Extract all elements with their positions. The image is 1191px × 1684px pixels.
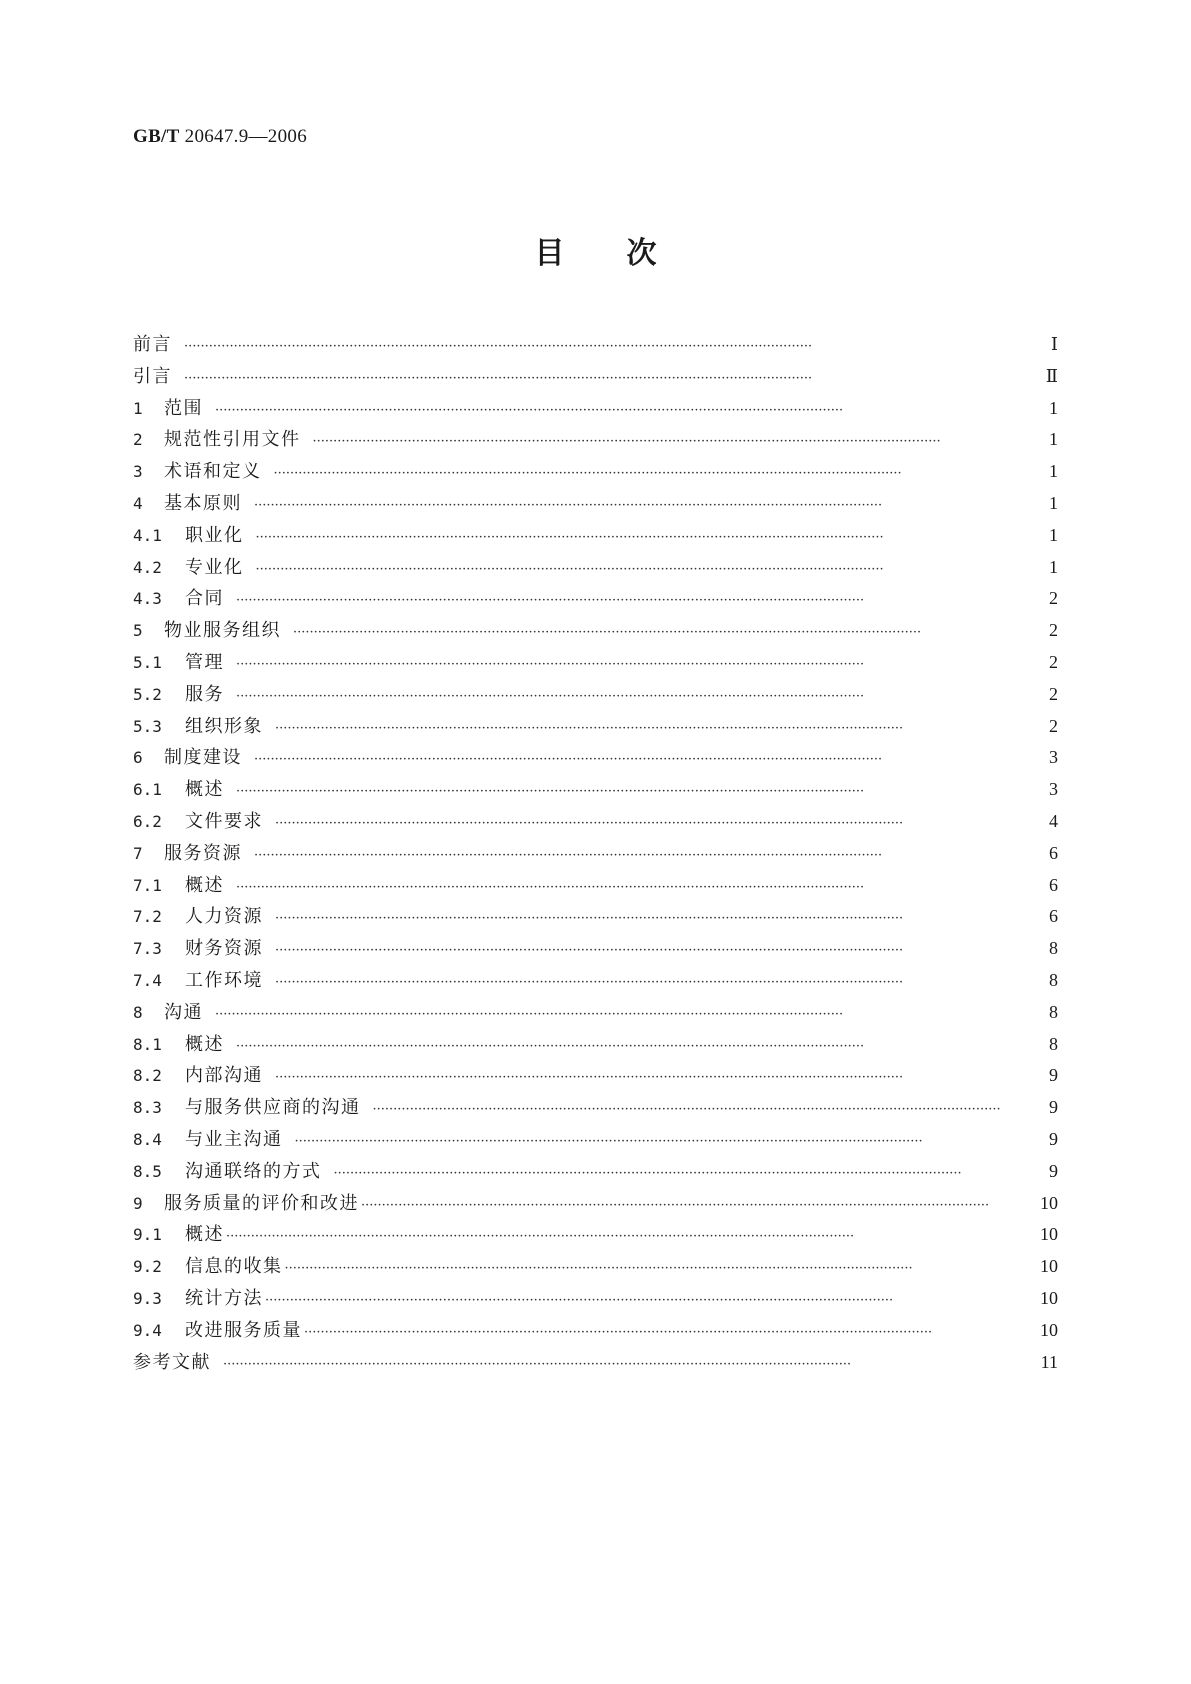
toc-leader-dots (256, 562, 1037, 577)
toc-entry[interactable] (133, 807, 1058, 839)
toc-entry-number: 8.2 (133, 1066, 162, 1086)
toc-entry-number: 7.2 (133, 907, 162, 927)
toc-entry-label: 范围 (164, 397, 203, 419)
toc-entry-number: 7.4 (133, 970, 162, 990)
toc-entry-page: 2 (1049, 715, 1058, 736)
toc-entry-number: 9.2 (133, 1257, 162, 1277)
toc-entry-label: 工作环境 (185, 969, 263, 991)
toc-leader-dots (361, 1198, 1032, 1213)
toc-leader-dots (236, 689, 1036, 704)
toc-entry-label: 管理 (185, 651, 224, 673)
toc-entry-page: 9 (1049, 1065, 1058, 1086)
toc-entry-number: 5.3 (133, 716, 162, 736)
toc-leader-dots (236, 880, 1036, 895)
toc-entry-label: 沟通 (164, 1001, 203, 1023)
toc-entry-number: 7.3 (133, 939, 162, 959)
toc-leader-dots (223, 1357, 1033, 1372)
toc-entry-number: 4.3 (133, 589, 162, 609)
toc-entry-number: 5.1 (133, 652, 162, 672)
toc-leader-dots (236, 657, 1036, 672)
toc-entry-number: 9.3 (133, 1288, 162, 1308)
toc-entry-page: 8 (1049, 969, 1058, 990)
toc-leader-dots (285, 1261, 1033, 1276)
toc-entry-number: 8 (133, 1002, 143, 1022)
document-code-prefix: GB/T (133, 126, 180, 147)
toc-entry[interactable] (133, 616, 1058, 648)
toc-leader-dots (215, 403, 1036, 418)
toc-leader-dots (184, 339, 1036, 354)
toc-entry[interactable] (133, 1348, 1058, 1380)
toc-entry-label: 概述 (185, 1224, 224, 1246)
toc-leader-dots (265, 1293, 1032, 1308)
toc-entry-page: 8 (1049, 1033, 1058, 1054)
toc-entry[interactable] (133, 425, 1058, 457)
toc-entry-number: 3 (133, 462, 143, 482)
toc-entry-label: 沟通联络的方式 (185, 1160, 322, 1182)
toc-entry-label: 内部沟通 (185, 1065, 263, 1087)
toc-entry[interactable] (133, 871, 1058, 903)
toc-entry-page: 1 (1049, 524, 1058, 545)
toc-entry[interactable] (133, 1061, 1058, 1093)
page-title: 目次 (534, 236, 719, 271)
toc-entry-label: 前言 (133, 334, 172, 355)
toc-entry-number: 8.3 (133, 1098, 162, 1118)
toc-entry-page: 10 (1040, 1319, 1058, 1340)
toc-entry-page: 2 (1049, 620, 1058, 641)
toc-entry-page: 6 (1049, 906, 1058, 927)
toc-entry[interactable] (133, 712, 1058, 744)
toc-entry-page: 3 (1049, 779, 1058, 800)
toc-entry-page: 9 (1049, 1097, 1058, 1118)
toc-entry-page: 1 (1049, 461, 1058, 482)
toc-entry-label: 合同 (185, 588, 224, 610)
toc-entry[interactable] (133, 1125, 1058, 1157)
toc-entry-page: 2 (1049, 588, 1058, 609)
toc-entry[interactable] (133, 1030, 1058, 1062)
toc-entry-number: 1 (133, 398, 143, 418)
toc-entry-number: 8.5 (133, 1161, 162, 1181)
toc-entry[interactable] (133, 934, 1058, 966)
toc-entry-page: 3 (1049, 747, 1058, 768)
toc-entry[interactable] (133, 1220, 1058, 1252)
toc-entry[interactable] (133, 362, 1058, 394)
table-of-contents (133, 330, 1058, 1379)
toc-entry-label: 专业化 (185, 556, 244, 578)
toc-entry[interactable] (133, 775, 1058, 807)
toc-entry-label: 术语和定义 (164, 461, 262, 483)
toc-leader-dots (254, 752, 1036, 767)
toc-entry-page: 1 (1049, 556, 1058, 577)
toc-leader-dots (275, 1070, 1036, 1085)
toc-entry-number: 9.4 (133, 1320, 162, 1340)
toc-leader-dots (275, 816, 1036, 831)
toc-entry-page: Ⅱ (1045, 365, 1058, 386)
toc-entry-page: 10 (1040, 1224, 1058, 1245)
toc-entry[interactable] (133, 584, 1058, 616)
toc-entry-label: 引言 (133, 365, 172, 387)
toc-leader-dots (373, 1102, 1037, 1117)
toc-leader-dots (275, 943, 1036, 958)
toc-entry-page: 10 (1040, 1192, 1058, 1213)
toc-entry-page: 1 (1049, 429, 1058, 450)
toc-leader-dots (254, 498, 1036, 513)
toc-entry[interactable] (133, 1252, 1058, 1284)
toc-entry-number: 4.2 (133, 557, 162, 577)
toc-entry-number: 7 (133, 843, 143, 863)
toc-entry-page: 10 (1040, 1287, 1058, 1308)
toc-entry[interactable] (133, 998, 1058, 1030)
toc-entry-number: 4.1 (133, 525, 162, 545)
toc-entry[interactable] (133, 330, 1058, 362)
toc-entry-label: 概述 (185, 779, 224, 801)
toc-entry-label: 物业服务组织 (164, 620, 281, 642)
toc-entry-label: 职业化 (185, 524, 244, 546)
toc-entry-page: 6 (1049, 874, 1058, 895)
toc-leader-dots (254, 848, 1036, 863)
toc-entry-label: 财务资源 (185, 938, 263, 960)
toc-entry[interactable] (133, 489, 1058, 521)
toc-leader-dots (236, 784, 1036, 799)
toc-entry-number: 6 (133, 748, 143, 768)
toc-entry[interactable] (133, 743, 1058, 775)
toc-entry[interactable] (133, 553, 1058, 585)
toc-leader-dots (313, 434, 1037, 449)
toc-entry-label: 服务质量的评价和改进 (164, 1192, 359, 1214)
toc-entry-page: 4 (1049, 810, 1058, 831)
toc-entry-number: 6.1 (133, 780, 162, 800)
toc-leader-dots (295, 1134, 1037, 1149)
toc-entry-label: 参考文献 (133, 1351, 211, 1373)
toc-entry-number: 5.2 (133, 684, 162, 704)
toc-entry-label: 概述 (185, 1033, 224, 1055)
toc-entry-number: 8.4 (133, 1129, 162, 1149)
toc-entry-number: 9 (133, 1193, 143, 1213)
toc-entry-label: 与业主沟通 (185, 1128, 283, 1150)
toc-leader-dots (275, 911, 1036, 926)
toc-entry-number: 5 (133, 621, 143, 641)
toc-leader-dots (184, 371, 1036, 386)
toc-leader-dots (274, 466, 1037, 481)
toc-entry[interactable] (133, 680, 1058, 712)
document-code-number: 20647.9—2006 (179, 126, 308, 147)
toc-entry-page: 1 (1049, 492, 1058, 513)
toc-leader-dots (215, 1007, 1036, 1022)
toc-leader-dots (293, 625, 1036, 640)
toc-entry-label: 概述 (185, 874, 224, 896)
toc-entry-page: 8 (1049, 938, 1058, 959)
toc-entry-page: 2 (1049, 651, 1058, 672)
toc-entry-label: 文件要求 (185, 810, 263, 832)
document-code (133, 126, 307, 148)
toc-entry[interactable] (133, 521, 1058, 553)
toc-entry-page: Ⅰ (1050, 334, 1058, 354)
toc-entry[interactable] (133, 457, 1058, 489)
toc-leader-dots (275, 975, 1036, 990)
toc-entry[interactable] (133, 966, 1058, 998)
toc-entry-number: 2 (133, 430, 143, 450)
toc-entry-label: 与服务供应商的沟通 (185, 1097, 361, 1119)
toc-entry[interactable] (133, 1157, 1058, 1189)
toc-entry-page: 10 (1040, 1256, 1058, 1277)
toc-leader-dots (304, 1325, 1032, 1340)
toc-entry[interactable] (133, 1189, 1058, 1221)
toc-entry-label: 基本原则 (164, 492, 242, 514)
toc-entry-label: 统计方法 (185, 1287, 263, 1309)
toc-entry-number: 7.1 (133, 875, 162, 895)
toc-leader-dots (236, 1039, 1036, 1054)
toc-leader-dots (334, 1166, 1037, 1181)
toc-entry[interactable] (133, 839, 1058, 871)
toc-entry-number: 8.1 (133, 1034, 162, 1054)
toc-entry-page: 8 (1049, 1001, 1058, 1022)
toc-entry-label: 人力资源 (185, 906, 263, 928)
toc-entry-label: 服务 (185, 683, 224, 705)
toc-entry[interactable] (133, 902, 1058, 934)
toc-entry-page: 1 (1049, 397, 1058, 418)
toc-leader-dots (256, 530, 1037, 545)
toc-entry-label: 改进服务质量 (185, 1319, 302, 1341)
toc-entry-page: 9 (1049, 1128, 1058, 1149)
toc-entry-page: 2 (1049, 683, 1058, 704)
toc-entry[interactable] (133, 1093, 1058, 1125)
toc-entry-label: 信息的收集 (185, 1256, 283, 1278)
toc-entry[interactable] (133, 648, 1058, 680)
toc-entry-label: 组织形象 (185, 715, 263, 737)
toc-entry[interactable] (133, 394, 1058, 426)
toc-entry[interactable] (133, 1316, 1058, 1348)
toc-leader-dots (236, 593, 1036, 608)
toc-entry-label: 服务资源 (164, 842, 242, 864)
toc-entry-number: 6.2 (133, 811, 162, 831)
toc-entry-page: 6 (1049, 842, 1058, 863)
toc-leader-dots (275, 721, 1036, 736)
toc-entry-label: 规范性引用文件 (164, 429, 301, 451)
toc-leader-dots (226, 1229, 1032, 1244)
toc-entry[interactable] (133, 1284, 1058, 1316)
toc-entry-number: 9.1 (133, 1225, 162, 1245)
toc-entry-page: 9 (1049, 1160, 1058, 1181)
toc-entry-page: 11 (1040, 1351, 1058, 1372)
toc-entry-label: 制度建设 (164, 747, 242, 769)
toc-entry-number: 4 (133, 493, 143, 513)
